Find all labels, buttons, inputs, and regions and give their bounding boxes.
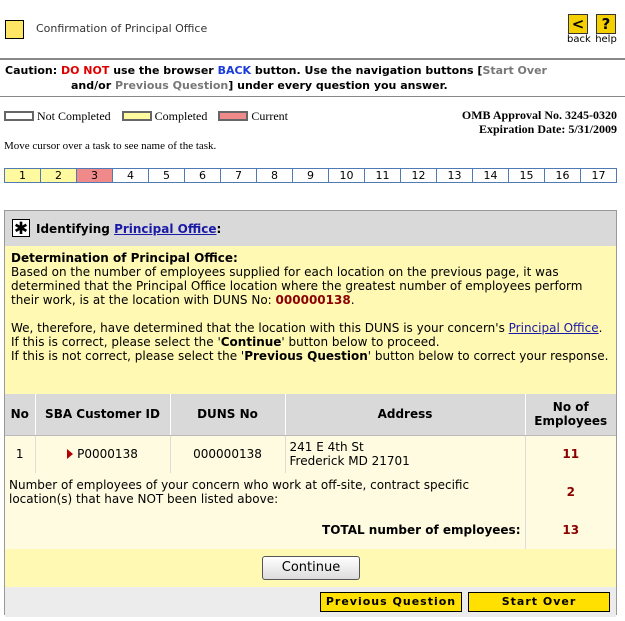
offsite-label: Number of employees of your concern who work at off-site, contract specific location(s) that have NOT been listed above: <box>5 473 525 511</box>
legend-label: Current <box>251 109 288 123</box>
task-step-11[interactable]: 11 <box>365 169 401 182</box>
task-step-17[interactable]: 17 <box>581 169 616 182</box>
row-employee-count: 11 <box>525 435 616 473</box>
caution-back-word: BACK <box>217 64 252 77</box>
task-hint: Move cursor over a task to see name of the task. <box>4 140 217 152</box>
task-step-1[interactable]: 1 <box>5 169 41 182</box>
task-progress-bar <box>4 168 617 183</box>
status-legend <box>4 109 296 124</box>
caution-text: use the browser <box>113 64 214 77</box>
instruction-incorrect-end: ' button below to correct your response. <box>367 349 609 363</box>
task-step-4[interactable]: 4 <box>113 169 149 182</box>
determination-text-end: . <box>350 293 355 307</box>
header-duns-no: DUNS No <box>170 394 285 435</box>
table-row <box>5 435 616 473</box>
table-header-row <box>5 394 616 435</box>
omb-expiration-date: Expiration Date: 5/31/2009 <box>479 122 617 136</box>
caution-text-2: button. Use the navigation buttons [ <box>254 64 483 77</box>
employee-location-table <box>5 394 616 549</box>
caution-do-not: DO NOT <box>61 64 110 77</box>
instruction-correct: If this is correct, please select the ' <box>11 335 221 349</box>
task-step-9[interactable]: 9 <box>293 169 329 182</box>
page-title: Confirmation of Principal Office <box>36 22 208 35</box>
row-no: 1 <box>5 435 35 473</box>
task-step-6[interactable]: 6 <box>185 169 221 182</box>
determination-info <box>5 246 616 394</box>
principal-office-link[interactable]: Principal Office <box>114 222 217 236</box>
legend-completed <box>122 109 208 124</box>
legend-label: Not Completed <box>37 109 111 123</box>
instruction-incorrect: If this is not correct, please select the ' <box>11 349 245 363</box>
start-over-button[interactable]: Start Over <box>468 592 610 612</box>
omb-approval <box>462 108 617 136</box>
caution-text-4: ] under every question you answer. <box>228 79 448 92</box>
determination-heading: Determination of Principal Office: <box>11 251 238 265</box>
conclusion-text-end: . <box>598 321 603 335</box>
triangle-marker-icon <box>67 449 73 459</box>
row-sba-customer-id <box>35 435 170 473</box>
header-no: No <box>5 394 35 435</box>
caution-divider <box>0 96 625 97</box>
panel-header <box>5 211 616 246</box>
help-label: help <box>595 34 617 45</box>
instruction-continue-word: Continue <box>220 335 282 349</box>
caution-previous-question: Previous Question <box>114 79 229 92</box>
back-arrow-icon: < <box>568 14 588 34</box>
back-label: back <box>567 34 591 45</box>
address-street: 241 E 4th St <box>289 440 364 455</box>
continue-button[interactable]: Continue <box>262 556 360 580</box>
navigation-row <box>5 587 616 617</box>
task-step-14[interactable]: 14 <box>473 169 509 182</box>
instruction-correct-end: ' button below to proceed. <box>281 335 440 349</box>
task-step-10[interactable]: 10 <box>329 169 365 182</box>
task-step-5[interactable]: 5 <box>149 169 185 182</box>
omb-approval-number: OMB Approval No. 3245-0320 <box>461 108 617 122</box>
task-step-3[interactable]: 3 <box>77 169 113 182</box>
panel-title-suffix: : <box>216 222 222 236</box>
task-step-16[interactable]: 16 <box>545 169 581 182</box>
caution-start-over: Start Over <box>482 64 547 77</box>
header-sba-customer-id: SBA Customer ID <box>35 394 170 435</box>
caution-label: Caution: <box>5 64 58 77</box>
offsite-employees-row <box>5 473 616 511</box>
conclusion-text: We, therefore, have determined that the location with this DUNS is your concern's <box>11 321 505 335</box>
sba-id-value: P0000138 <box>77 447 138 462</box>
address-city: Frederick MD 21701 <box>289 454 410 469</box>
task-step-7[interactable]: 7 <box>221 169 257 182</box>
row-address <box>285 435 525 473</box>
header-square-icon <box>5 20 24 39</box>
determined-duns: 000000138 <box>275 293 351 307</box>
task-step-15[interactable]: 15 <box>509 169 545 182</box>
panel-title <box>36 222 221 236</box>
total-count: 13 <box>525 511 616 549</box>
task-step-2[interactable]: 2 <box>41 169 77 182</box>
offsite-count: 2 <box>525 473 616 511</box>
row-duns-no: 000000138 <box>170 435 285 473</box>
header-no-of-employees: No of Employees <box>525 394 616 435</box>
header-address: Address <box>285 394 525 435</box>
determination-text: Based on the number of employees supplied for each location on the previous page, it was determined that the Principal Office location where the greatest number of employees perform their work, is at the location with DUNS No: <box>11 265 583 307</box>
task-step-13[interactable]: 13 <box>437 169 473 182</box>
task-step-8[interactable]: 8 <box>257 169 293 182</box>
legend-swatch <box>218 111 248 121</box>
task-step-12[interactable]: 12 <box>401 169 437 182</box>
previous-question-button[interactable]: Previous Question <box>320 592 462 612</box>
page-header <box>0 0 625 56</box>
header-divider <box>0 58 625 60</box>
principal-office-info-link[interactable]: Principal Office <box>508 321 599 335</box>
legend-swatch <box>4 111 34 121</box>
total-employees-row <box>5 511 616 549</box>
legend-not-completed <box>4 109 111 124</box>
legend-current <box>218 109 288 124</box>
help-question-icon: ? <box>596 14 616 34</box>
caution-text-3: and/or <box>71 79 112 92</box>
help-button[interactable] <box>595 14 617 46</box>
total-label: TOTAL number of employees: <box>5 511 525 549</box>
caution-notice <box>5 63 620 93</box>
back-button[interactable] <box>567 14 589 46</box>
asterisk-icon: ✱ <box>13 219 29 239</box>
continue-row <box>5 549 616 587</box>
instruction-previous-word: Previous Question <box>244 349 368 363</box>
panel-title-prefix: Identifying <box>36 222 110 236</box>
legend-label: Completed <box>154 109 208 123</box>
legend-swatch <box>122 111 152 121</box>
principal-office-panel <box>4 210 617 615</box>
